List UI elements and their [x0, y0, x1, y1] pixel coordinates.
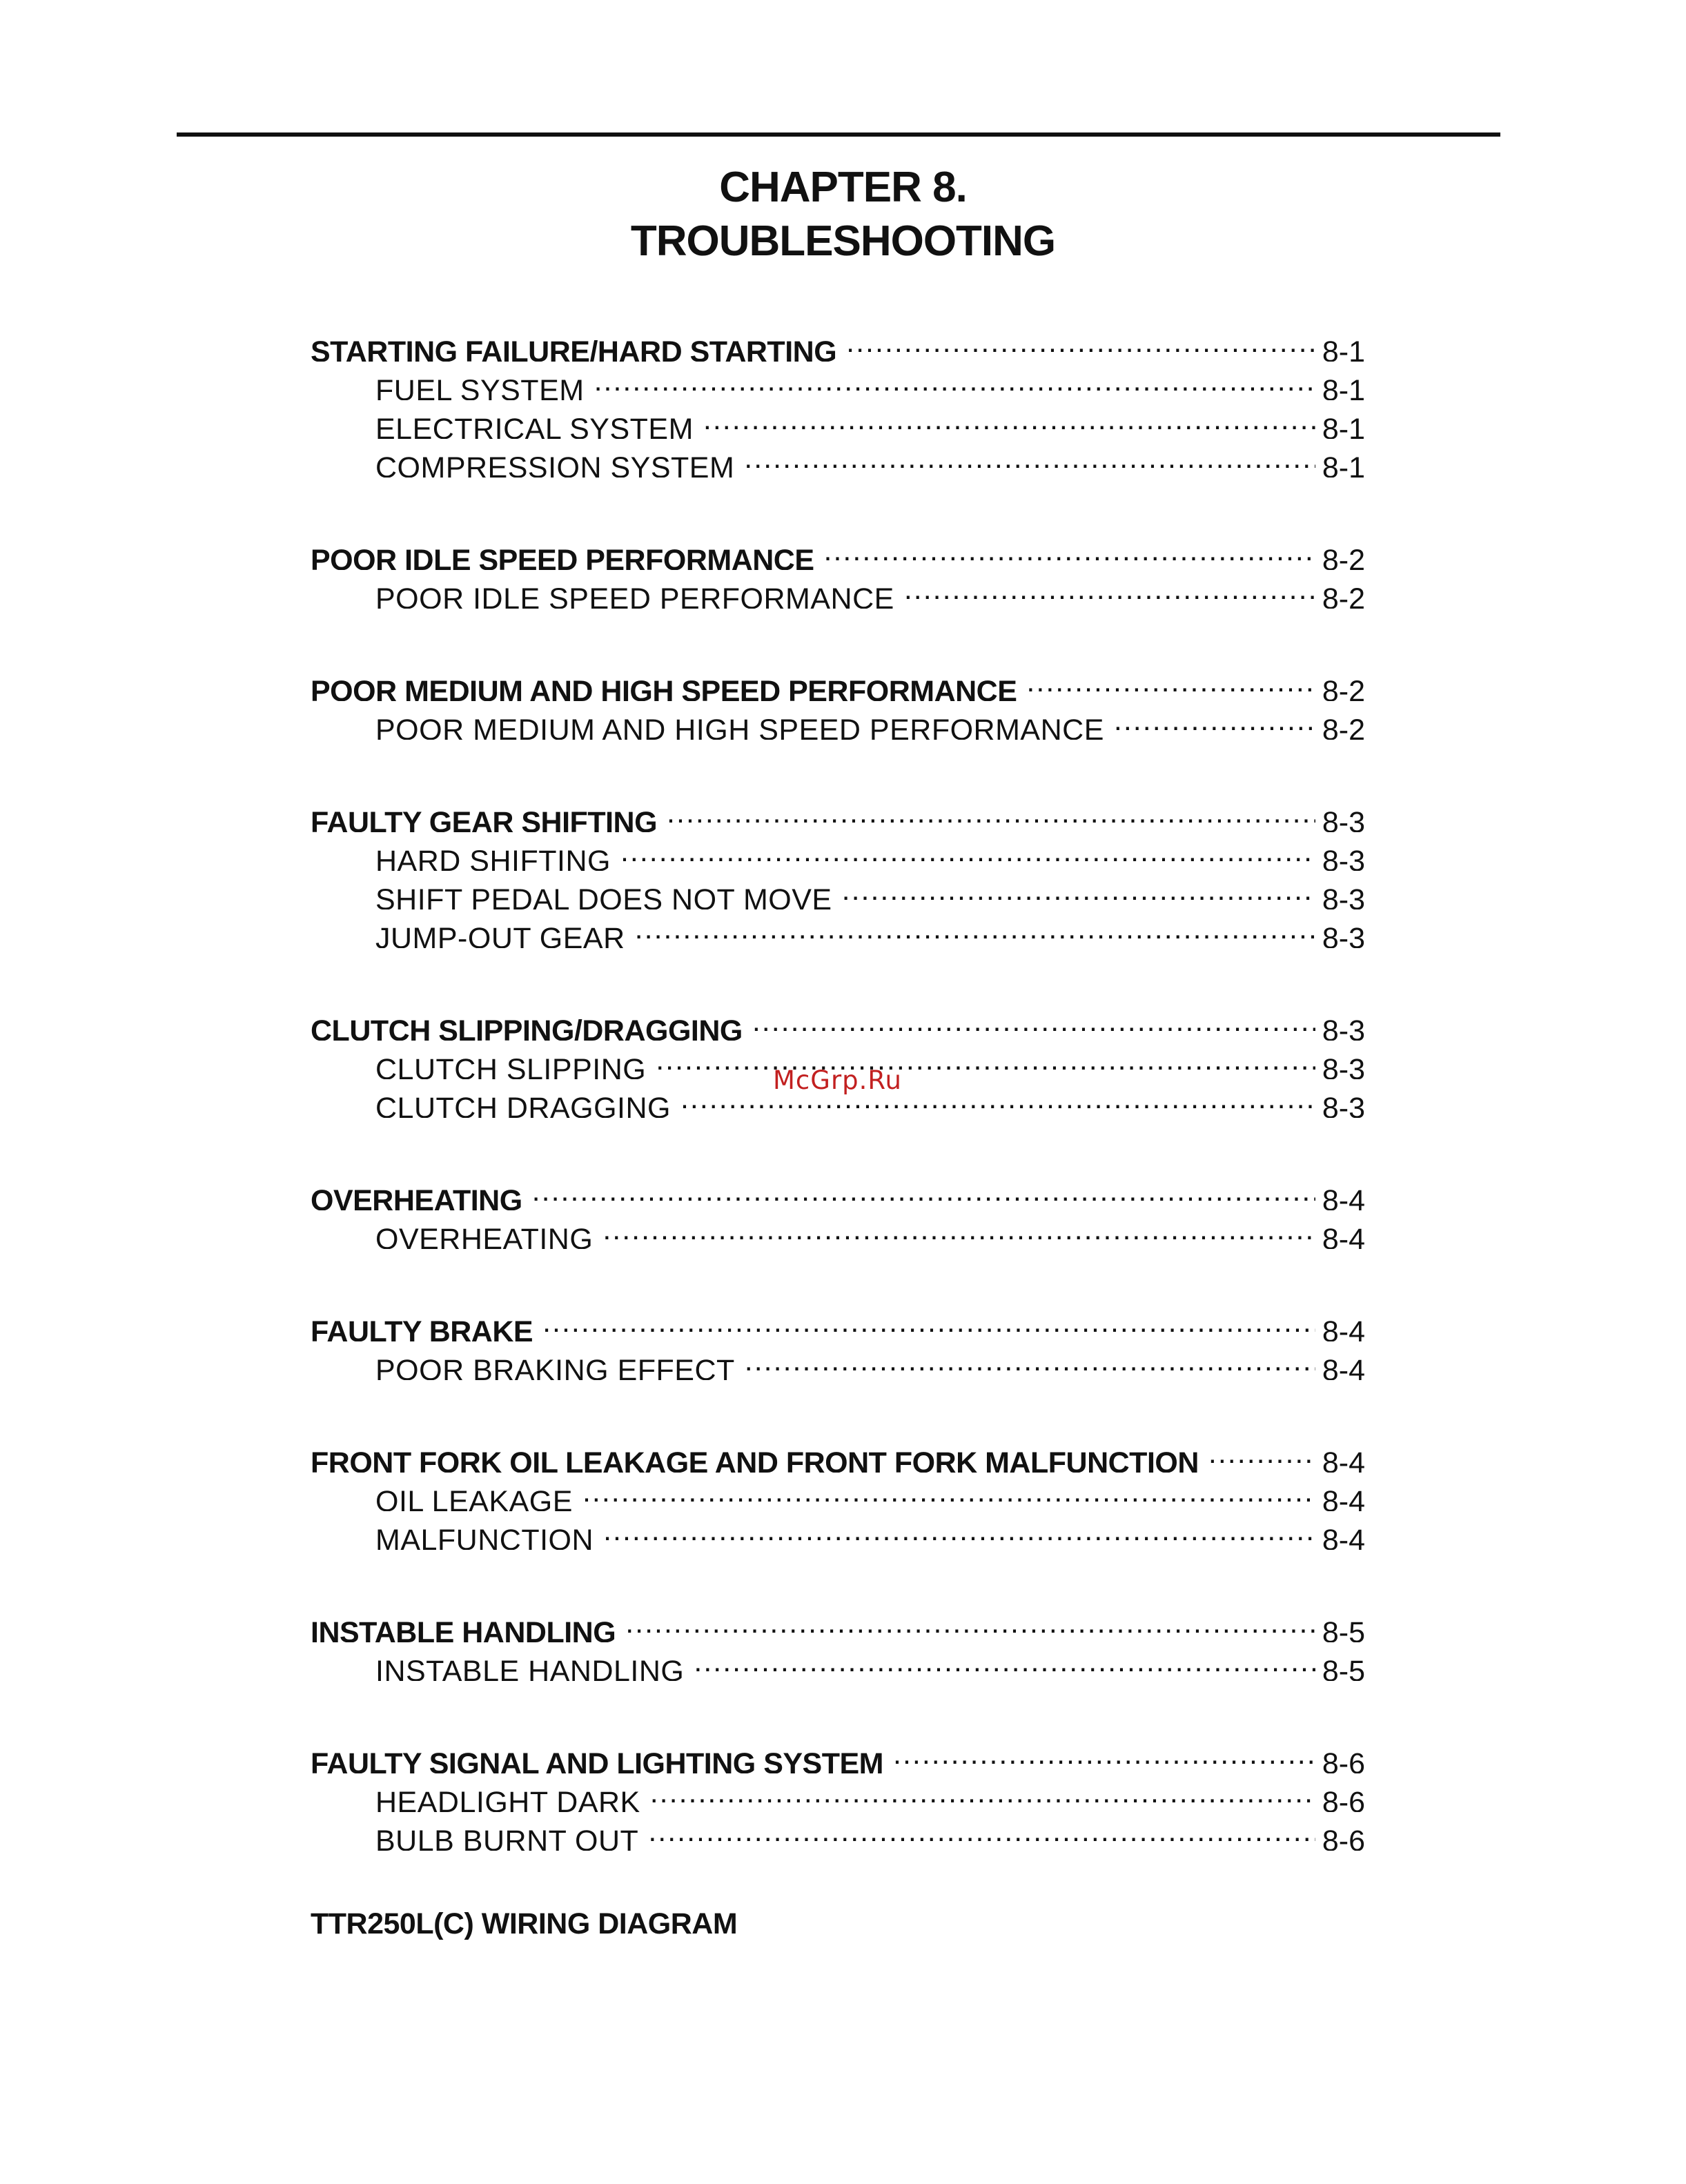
- toc-group: [311, 794, 1365, 948]
- dot-leader: [582, 1473, 1315, 1511]
- toc-page-number: 8-6: [1322, 1786, 1365, 1812]
- toc-entry-title: FAULTY SIGNAL AND LIGHTING SYSTEM: [311, 1747, 883, 1773]
- dot-leader: [694, 1642, 1315, 1681]
- toc-entry-title: CLUTCH DRAGGING: [375, 1092, 671, 1118]
- toc-page-number: 8-3: [1322, 883, 1365, 909]
- dot-leader: [620, 832, 1315, 871]
- dot-leader: [602, 1210, 1315, 1249]
- toc-subsection-entry[interactable]: [311, 871, 1365, 909]
- toc-entry-title: CLUTCH SLIPPING: [375, 1053, 647, 1079]
- toc-page-number: 8-5: [1322, 1616, 1365, 1642]
- dot-leader: [650, 1773, 1315, 1812]
- dot-leader: [1208, 1434, 1315, 1473]
- toc-page-number: 8-2: [1322, 675, 1365, 701]
- toc-page-number: 8-2: [1322, 582, 1365, 609]
- toc-group: [311, 1735, 1365, 1851]
- dot-leader: [893, 1735, 1315, 1773]
- dot-leader: [625, 1604, 1315, 1642]
- toc-entry-title: OVERHEATING: [311, 1184, 522, 1210]
- toc-group: [311, 1434, 1365, 1550]
- toc-subsection-entry[interactable]: [311, 1341, 1365, 1380]
- toc-entry-title: SHIFT PEDAL DOES NOT MOVE: [375, 883, 832, 909]
- toc-page-number: 8-1: [1322, 451, 1365, 478]
- dot-leader: [904, 570, 1315, 609]
- toc-page-number: 8-3: [1322, 922, 1365, 948]
- toc-subsection-entry[interactable]: [311, 570, 1365, 609]
- toc-page-number: 8-1: [1322, 374, 1365, 400]
- toc-page-number: 8-3: [1322, 1014, 1365, 1041]
- dot-leader: [542, 1303, 1315, 1341]
- toc-page-number: 8-1: [1322, 335, 1365, 362]
- dot-leader: [648, 1812, 1315, 1851]
- chapter-number: CHAPTER 8.: [719, 164, 967, 211]
- toc-entry-title: FAULTY GEAR SHIFTING: [311, 806, 658, 832]
- toc-entry-title: FRONT FORK OIL LEAKAGE AND FRONT FORK MALFUNCTION: [311, 1446, 1199, 1473]
- toc-page-number: 8-4: [1322, 1485, 1365, 1511]
- toc-section-entry[interactable]: [311, 1735, 1365, 1773]
- toc-entry-wiring-diagram[interactable]: TTR250L(C) WIRING DIAGRAM: [311, 1907, 738, 1940]
- toc-entry-title: HARD SHIFTING: [375, 845, 611, 871]
- toc-page-number: 8-6: [1322, 1824, 1365, 1851]
- toc-page-number: 8-3: [1322, 1092, 1365, 1118]
- toc-subsection-entry[interactable]: [311, 400, 1365, 439]
- toc-entry-title: POOR IDLE SPEED PERFORMANCE: [311, 544, 814, 570]
- toc-page-number: 8-5: [1322, 1655, 1365, 1681]
- dot-leader: [667, 794, 1315, 832]
- toc-page-number: 8-3: [1322, 845, 1365, 871]
- toc-subsection-entry[interactable]: [311, 832, 1365, 871]
- table-of-contents: [311, 323, 1365, 1905]
- dot-leader: [745, 1341, 1315, 1380]
- toc-section-entry[interactable]: [311, 1303, 1365, 1341]
- dot-leader: [842, 871, 1315, 909]
- toc-page-number: 8-3: [1322, 806, 1365, 832]
- toc-section-entry[interactable]: [311, 323, 1365, 362]
- toc-group: [311, 1604, 1365, 1681]
- dot-leader: [603, 1511, 1315, 1550]
- toc-entry-title: HEADLIGHT DARK: [375, 1786, 640, 1812]
- toc-section-entry[interactable]: [311, 662, 1365, 701]
- chapter-title: TROUBLESHOOTING: [630, 217, 1056, 265]
- dot-leader: [594, 362, 1315, 400]
- dot-leader: [1026, 662, 1315, 701]
- toc-page-number: 8-2: [1322, 544, 1365, 570]
- toc-section-entry[interactable]: [311, 531, 1365, 570]
- watermark: McGrp.Ru: [773, 1065, 902, 1095]
- toc-entry-title: FAULTY BRAKE: [311, 1315, 533, 1341]
- toc-entry-title: POOR IDLE SPEED PERFORMANCE: [375, 582, 894, 609]
- toc-entry-title: POOR MEDIUM AND HIGH SPEED PERFORMANCE: [375, 714, 1104, 740]
- dot-leader: [656, 1041, 1315, 1079]
- toc-subsection-entry[interactable]: [311, 1511, 1365, 1550]
- toc-subsection-entry[interactable]: [311, 1642, 1365, 1681]
- dot-leader: [532, 1172, 1315, 1210]
- toc-page-number: 8-6: [1322, 1747, 1365, 1773]
- toc-subsection-entry[interactable]: [311, 439, 1365, 478]
- toc-group: [311, 323, 1365, 478]
- toc-entry-title: MALFUNCTION: [375, 1524, 594, 1550]
- toc-entry-title: CLUTCH SLIPPING/DRAGGING: [311, 1014, 743, 1041]
- toc-page-number: 8-4: [1322, 1524, 1365, 1550]
- toc-entry-title: INSTABLE HANDLING: [311, 1616, 616, 1642]
- toc-group: [311, 1002, 1365, 1118]
- toc-entry-title: INSTABLE HANDLING: [375, 1655, 685, 1681]
- dot-leader: [635, 909, 1315, 948]
- toc-entry-title: COMPRESSION SYSTEM: [375, 451, 735, 478]
- toc-group: [311, 662, 1365, 740]
- toc-page-number: 8-4: [1322, 1315, 1365, 1341]
- toc-section-entry[interactable]: [311, 1002, 1365, 1041]
- toc-entry-title: OVERHEATING: [375, 1223, 594, 1249]
- toc-page-number: 8-1: [1322, 413, 1365, 439]
- toc-subsection-entry[interactable]: [311, 1473, 1365, 1511]
- toc-page-number: 8-3: [1322, 1053, 1365, 1079]
- toc-subsection-entry[interactable]: [311, 362, 1365, 400]
- toc-entry-title: JUMP-OUT GEAR: [375, 922, 625, 948]
- toc-subsection-entry[interactable]: [311, 909, 1365, 948]
- dot-leader: [703, 400, 1315, 439]
- toc-subsection-entry[interactable]: [311, 1773, 1365, 1812]
- top-rule: [177, 132, 1500, 137]
- toc-page-number: 8-4: [1322, 1184, 1365, 1210]
- dot-leader: [824, 531, 1315, 570]
- toc-group: [311, 1172, 1365, 1249]
- toc-section-entry[interactable]: [311, 1604, 1365, 1642]
- toc-entry-title: STARTING FAILURE/HARD STARTING: [311, 335, 837, 362]
- dot-leader: [752, 1002, 1315, 1041]
- dot-leader: [1114, 701, 1315, 740]
- toc-section-entry[interactable]: [311, 794, 1365, 832]
- toc-subsection-entry[interactable]: [311, 1812, 1365, 1851]
- dot-leader: [744, 439, 1315, 478]
- toc-subsection-entry[interactable]: [311, 1210, 1365, 1249]
- dot-leader: [846, 323, 1315, 362]
- toc-entry-title: POOR BRAKING EFFECT: [375, 1354, 735, 1380]
- toc-page-number: 8-4: [1322, 1223, 1365, 1249]
- toc-page-number: 8-2: [1322, 714, 1365, 740]
- toc-group: [311, 1303, 1365, 1380]
- toc-entry-title: ELECTRICAL SYSTEM: [375, 413, 694, 439]
- toc-subsection-entry[interactable]: [311, 701, 1365, 740]
- toc-entry-title: OIL LEAKAGE: [375, 1485, 573, 1511]
- toc-entry-title: FUEL SYSTEM: [375, 374, 585, 400]
- toc-group: [311, 531, 1365, 609]
- toc-page-number: 8-4: [1322, 1446, 1365, 1473]
- toc-entry-title: POOR MEDIUM AND HIGH SPEED PERFORMANCE: [311, 675, 1017, 701]
- toc-section-entry[interactable]: [311, 1172, 1365, 1210]
- toc-section-entry[interactable]: [311, 1434, 1365, 1473]
- toc-entry-title: BULB BURNT OUT: [375, 1824, 639, 1851]
- toc-page-number: 8-4: [1322, 1354, 1365, 1380]
